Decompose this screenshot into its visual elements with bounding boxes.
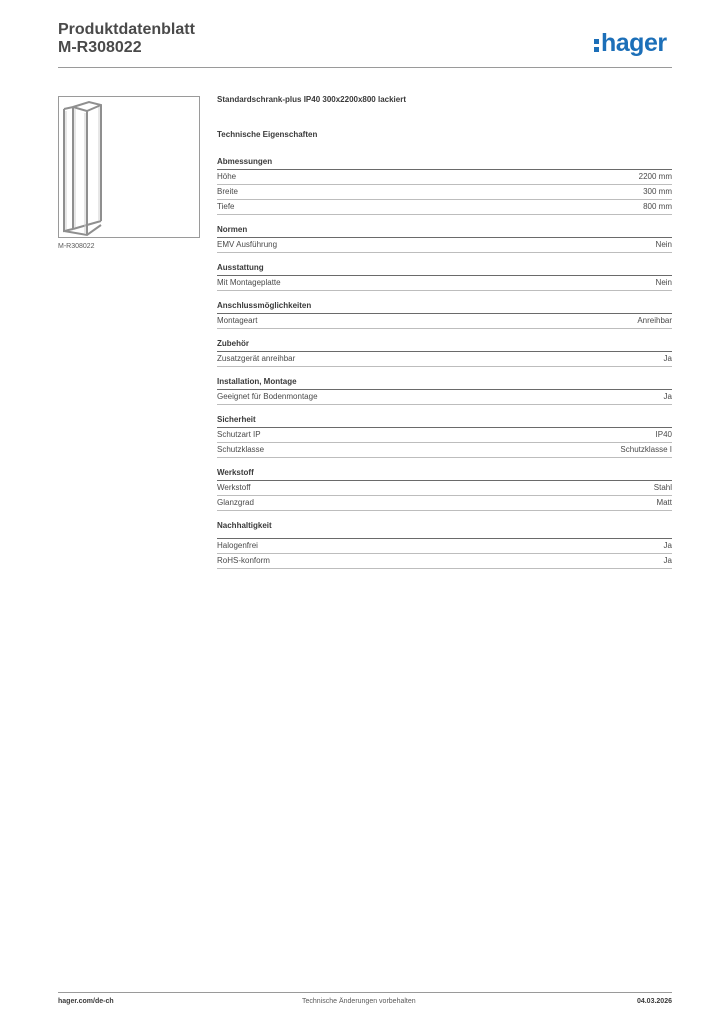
property-value: 2200 mm	[638, 172, 672, 181]
section-anschlussmoeglichkeiten	[217, 301, 672, 329]
property-label: Breite	[217, 187, 238, 196]
section-title: Werkstoff	[217, 468, 672, 481]
section-normen	[217, 225, 672, 253]
property-value: Ja	[663, 354, 672, 363]
property-sections	[217, 157, 672, 569]
property-label: Höhe	[217, 172, 237, 181]
property-row	[217, 238, 672, 253]
cabinet-frame-icon	[59, 97, 201, 239]
property-value: Matt	[656, 498, 672, 507]
property-label: EMV Ausführung	[217, 240, 278, 249]
logo-text: hager	[601, 29, 667, 57]
property-row	[217, 443, 672, 458]
property-value: Nein	[655, 240, 672, 249]
property-row	[217, 170, 672, 185]
property-label: Schutzart IP	[217, 430, 261, 439]
property-label: Montageart	[217, 316, 258, 325]
property-label: RoHS-konform	[217, 556, 270, 565]
property-row	[217, 428, 672, 443]
section-sicherheit	[217, 415, 672, 458]
property-value: Ja	[663, 541, 672, 550]
hager-logo	[594, 28, 667, 58]
property-row	[217, 554, 672, 569]
section-title: Installation, Montage	[217, 377, 672, 390]
property-row	[217, 539, 672, 554]
property-value: IP40	[655, 430, 672, 439]
property-label: Glanzgrad	[217, 498, 254, 507]
section-title: Anschlussmöglichkeiten	[217, 301, 672, 314]
property-label: Mit Montageplatte	[217, 278, 281, 287]
property-label: Zusatzgerät anreihbar	[217, 354, 296, 363]
property-row	[217, 276, 672, 291]
section-title: Ausstattung	[217, 263, 672, 276]
footer-website: hager.com/de-ch	[58, 998, 114, 1005]
property-row	[217, 390, 672, 405]
section-title: Abmessungen	[217, 157, 672, 170]
section-ausstattung	[217, 263, 672, 291]
technical-properties-heading: Technische Eigenschaften	[217, 130, 318, 139]
property-row	[217, 352, 672, 367]
document-title: Produktdatenblatt	[58, 21, 195, 38]
image-caption: M-R308022	[58, 243, 95, 250]
property-row	[217, 200, 672, 215]
property-value: Anreihbar	[637, 316, 672, 325]
section-title: Zubehör	[217, 339, 672, 352]
property-label: Halogenfrei	[217, 541, 258, 550]
property-row	[217, 185, 672, 200]
section-abmessungen	[217, 157, 672, 215]
product-details	[217, 95, 672, 579]
property-value: Ja	[663, 556, 672, 565]
property-value: 800 mm	[643, 202, 672, 211]
section-zubehoer	[217, 339, 672, 367]
header-divider	[58, 67, 672, 68]
section-title: Normen	[217, 225, 672, 238]
property-label: Tiefe	[217, 202, 235, 211]
property-value: 300 mm	[643, 187, 672, 196]
logo-dots-icon	[594, 39, 599, 52]
footer-disclaimer: Technische Änderungen vorbehalten	[302, 998, 416, 1005]
property-row	[217, 481, 672, 496]
property-value: Ja	[663, 392, 672, 401]
section-title: Nachhaltigkeit	[217, 521, 672, 539]
property-value: Schutzklasse I	[620, 445, 672, 454]
property-value: Nein	[655, 278, 672, 287]
property-value: Stahl	[653, 483, 672, 492]
section-nachhaltigkeit	[217, 521, 672, 569]
footer-divider	[58, 992, 672, 993]
product-image	[58, 96, 200, 238]
property-row	[217, 496, 672, 511]
footer-date: 04.03.2026	[636, 998, 672, 1005]
article-number: M-R308022	[58, 39, 142, 56]
property-label: Schutzklasse	[217, 445, 265, 454]
section-title: Sicherheit	[217, 415, 672, 428]
property-label: Werkstoff	[217, 483, 251, 492]
section-werkstoff	[217, 468, 672, 511]
section-installation-montage	[217, 377, 672, 405]
property-label: Geeignet für Bodenmontage	[217, 392, 318, 401]
product-name: Standardschrank-plus IP40 300x2200x800 lackiert	[217, 95, 406, 104]
property-row	[217, 314, 672, 329]
